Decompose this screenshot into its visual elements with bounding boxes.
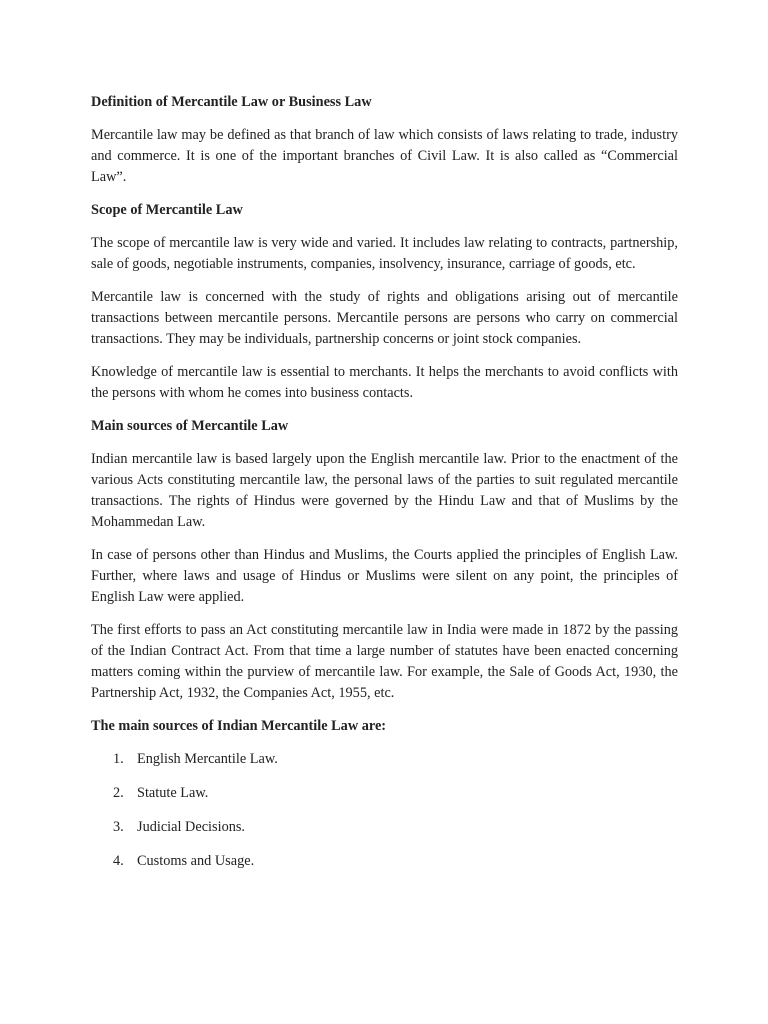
list-item bbox=[91, 817, 678, 838]
section-heading-sources: Main sources of Mercantile Law bbox=[91, 418, 289, 434]
list-item-number: 1. bbox=[113, 751, 124, 767]
paragraph: Knowledge of mercantile law is essential to merchants. It helps the merchants to avoid conflicts with the persons with whom he comes into business contacts. bbox=[91, 364, 678, 401]
list-item-text: Judicial Decisions. bbox=[137, 819, 246, 835]
paragraph: In case of persons other than Hindus and Muslims, the Courts applied the principles of English Law. Further, where laws and usage of Hindus or Muslims were silent on any point, the principles of English Law were applied. bbox=[91, 547, 678, 605]
section-heading-scope: Scope of Mercantile Law bbox=[91, 202, 243, 218]
paragraph: The scope of mercantile law is very wide and varied. It includes law relating to contracts, partnership, sale of goods, negotiable instruments, companies, insolvency, insurance, carriage of goods, etc. bbox=[91, 235, 678, 272]
paragraph: Mercantile law is concerned with the study of rights and obligations arising out of mercantile transactions between mercantile persons. Mercantile persons are persons who carry on commercial transactions. They may be individuals, partnership concerns or joint stock companies. bbox=[91, 289, 678, 347]
list-item bbox=[91, 783, 678, 804]
list-item-number: 3. bbox=[113, 819, 124, 835]
section-heading-definition: Definition of Mercantile Law or Business Law bbox=[91, 94, 372, 110]
sources-list bbox=[91, 749, 678, 872]
list-item-text: Statute Law. bbox=[137, 785, 209, 801]
list-item bbox=[91, 749, 678, 770]
list-item-number: 4. bbox=[113, 853, 124, 869]
list-item-number: 2. bbox=[113, 785, 124, 801]
list-heading: The main sources of Indian Mercantile Law are: bbox=[91, 718, 387, 734]
paragraph: The first efforts to pass an Act constituting mercantile law in India were made in 1872 by the passing of the Indian Contract Act. From that time a large number of statutes have been enacted concerning matters coming within the purview of mercantile law. For example, the Sale of Goods Act, 1930, the Partnership Act, 1932, the Companies Act, 1955, etc. bbox=[91, 622, 678, 701]
list-item bbox=[91, 851, 678, 872]
list-item-text: English Mercantile Law. bbox=[137, 751, 278, 767]
paragraph: Mercantile law may be defined as that branch of law which consists of laws relating to trade, industry and commerce. It is one of the important branches of Civil Law. It is also called as “Commercial Law”. bbox=[91, 127, 678, 185]
list-item-text: Customs and Usage. bbox=[137, 853, 255, 869]
paragraph: Indian mercantile law is based largely upon the English mercantile law. Prior to the enactment of the various Acts constituting mercantile law, the personal laws of the parties to suit regulated mercantile transactions. The rights of Hindus were governed by the Hindu Law and that of Muslims by the Mohammedan Law. bbox=[91, 451, 678, 530]
